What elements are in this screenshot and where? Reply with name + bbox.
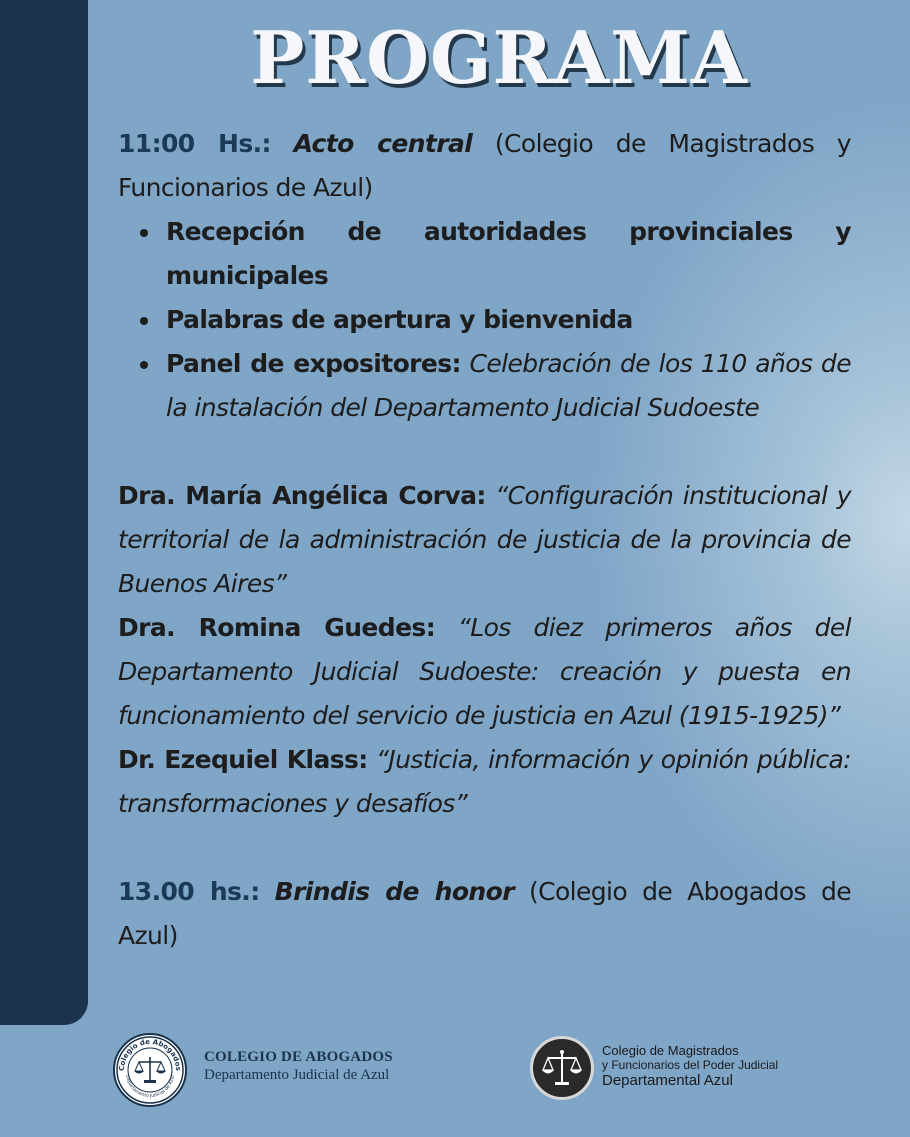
schedule-venue: (Colegio de Abogados de Azul) — [118, 877, 851, 950]
speaker-talk: “Justicia, información y opinión pública: transformaciones y desafíos” — [118, 745, 851, 818]
list-item-bold: Panel de expositores: — [166, 349, 461, 378]
schedule-item-brindis — [118, 870, 851, 958]
colegio-abogados-dept: Departamento Judicial de Azul — [204, 1067, 390, 1083]
schedule-time: 13.00 hs.: — [118, 877, 260, 906]
schedule-time: 11:00 Hs.: — [118, 129, 271, 158]
colegio-magistrados-line1: Colegio de Magistrados — [602, 1043, 739, 1058]
list-item — [166, 298, 851, 342]
list-item — [166, 342, 851, 430]
colegio-magistrados-label — [602, 1043, 778, 1090]
spacer — [118, 430, 851, 474]
speaker-name: Dr. Ezequiel Klass: — [118, 745, 368, 774]
svg-text:Departamento Judicial de Azul: Departamento Judicial de Azul — [124, 1074, 176, 1100]
schedule-item-acto-central — [118, 122, 851, 210]
speaker-entry — [118, 606, 851, 738]
page-title: PROGRAMA — [250, 15, 748, 100]
scales-of-justice-icon — [530, 1036, 594, 1100]
schedule-venue: (Colegio de Magistrados y Funcionarios de Azul) — [118, 129, 851, 202]
colegio-magistrados-line2: y Funcionarios del Poder Judicial — [602, 1058, 779, 1072]
colegio-abogados-name: COLEGIO DE ABOGADOS — [204, 1049, 393, 1065]
list-item-italic: Celebración de los 110 años de la instalación del Departamento Judicial Sudoeste — [166, 349, 851, 422]
speaker-name: Dra. María Angélica Corva: — [118, 481, 486, 510]
agenda-list — [118, 210, 851, 430]
speaker-entry — [118, 738, 851, 826]
list-item-bold: Recepción de autoridades provinciales y municipales — [166, 217, 851, 290]
schedule-event: Brindis de honor — [274, 877, 514, 906]
sidebar-bar — [0, 0, 88, 1025]
colegio-abogados-seal-icon — [113, 1033, 187, 1107]
program-content — [118, 122, 851, 958]
colegio-abogados-label — [204, 1048, 393, 1084]
speaker-entry — [118, 474, 851, 606]
colegio-magistrados-line3: Departamental Azul — [602, 1072, 733, 1089]
speaker-talk: “Configuración institucional y territorial de la administración de justicia de la provincia de Buenos Aires” — [118, 481, 851, 598]
list-item — [166, 210, 851, 298]
speaker-talk: “Los diez primeros años del Departamento Judicial Sudoeste: creación y puesta en funcionamiento del servicio de justicia en Azul (1915-1925)” — [118, 613, 851, 730]
list-item-bold: Palabras de apertura y bienvenida — [166, 305, 633, 334]
schedule-event: Acto central — [293, 129, 473, 158]
svg-text:Colegio de Abogados: Colegio de Abogados — [117, 1037, 183, 1072]
spacer — [118, 826, 851, 870]
speaker-name: Dra. Romina Guedes: — [118, 613, 436, 642]
